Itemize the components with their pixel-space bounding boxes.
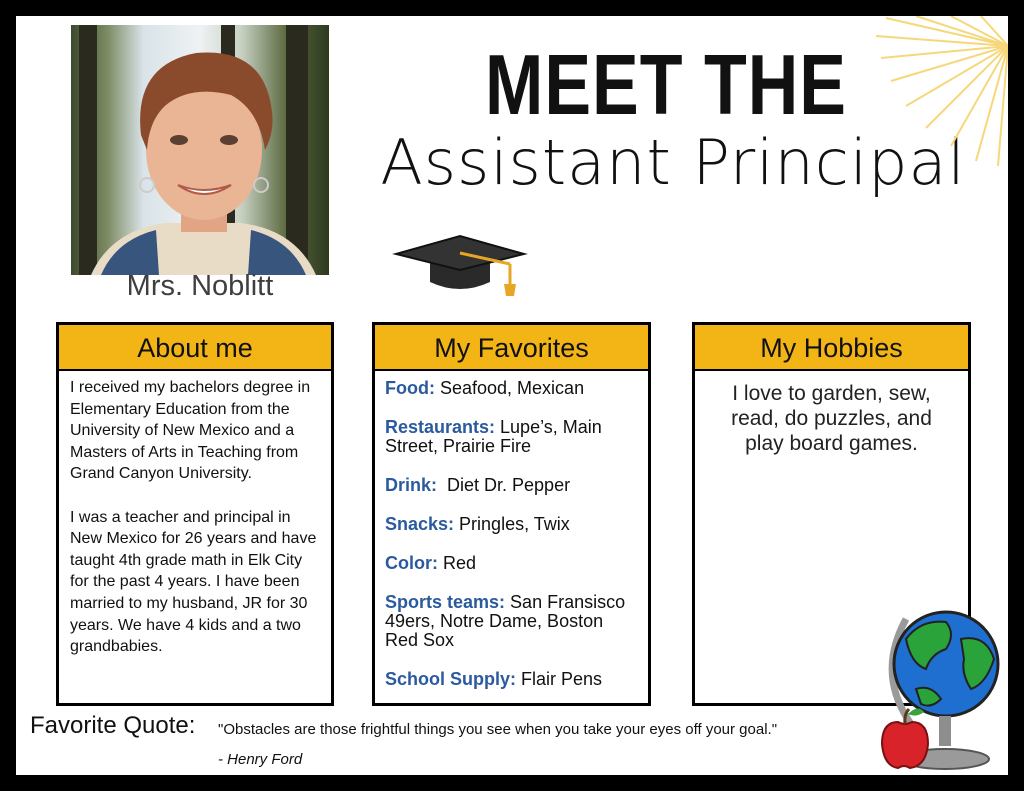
sun-rays-icon: [876, 16, 1008, 166]
favorite-item-color: [385, 554, 640, 573]
favorite-label: Sports teams:: [385, 592, 506, 612]
favorite-quote-label: Favorite Quote:: [30, 712, 196, 739]
favorite-value: Diet Dr. Pepper: [437, 475, 571, 495]
title-line-2: Assistant Principal: [380, 126, 966, 199]
favorite-label: Snacks:: [385, 514, 455, 534]
favorite-label: Restaurants:: [385, 417, 496, 437]
favorite-value: Lupe’s, Main Street, Prairie Fire: [385, 417, 602, 456]
my-favorites-body: [375, 371, 648, 689]
favorite-label: School Supply:: [385, 669, 517, 689]
person-portrait: [71, 25, 329, 275]
favorite-value: Flair Pens: [516, 669, 603, 689]
my-hobbies-heading: My Hobbies: [695, 325, 968, 371]
favorite-value: Pringles, Twix: [454, 514, 570, 534]
portrait-photo: [71, 25, 329, 275]
about-me-body: [59, 371, 331, 658]
about-me-paragraph: I received my bachelors degree in Elementary Education from the University of New Mexico and a Masters of Arts in Teaching from Grand Canyon University.: [70, 379, 311, 483]
globe-with-apple-icon: [876, 594, 1008, 775]
person-name: Mrs. Noblitt: [126, 270, 274, 302]
favorite-value: San Fransisco 49ers, Notre Dame, Boston Red Sox: [385, 592, 626, 650]
favorite-item-restaurants: [385, 418, 640, 456]
favorite-item-school-supply: [385, 670, 640, 689]
about-me-heading: About me: [59, 325, 331, 371]
about-me-paragraph: I was a teacher and principal in New Mexico for 26 years and have taught 4th grade math in Elk City for the past 4 years. I have been married to my husband, JR for 30 years. We have 4 kids and a two grandbabies.: [70, 508, 317, 656]
favorite-quote-text: "Obstacles are those frightful things you see when you take your eyes off your goal.": [218, 721, 778, 738]
my-hobbies-text: I love to garden, sew, read, do puzzles, and play board games.: [731, 382, 932, 455]
quote-author: - Henry Ford: [218, 751, 303, 768]
poster: [16, 16, 1008, 775]
favorite-item-food: [385, 379, 640, 398]
favorite-value: Red: [438, 553, 477, 573]
favorite-label: Color:: [385, 553, 438, 573]
favorite-item-sports-teams: [385, 593, 640, 650]
title-line-1: MEET THE: [485, 37, 847, 133]
about-me-box: [56, 322, 334, 706]
favorite-item-drink: [385, 476, 640, 495]
favorite-label: Drink:: [385, 475, 438, 495]
my-favorites-heading: My Favorites: [375, 325, 648, 371]
favorite-label: Food:: [385, 378, 435, 398]
favorite-value: Seafood, Mexican: [434, 378, 585, 398]
favorite-item-snacks: [385, 515, 640, 534]
my-favorites-box: [372, 322, 651, 706]
graduation-cap-icon: [392, 234, 528, 300]
